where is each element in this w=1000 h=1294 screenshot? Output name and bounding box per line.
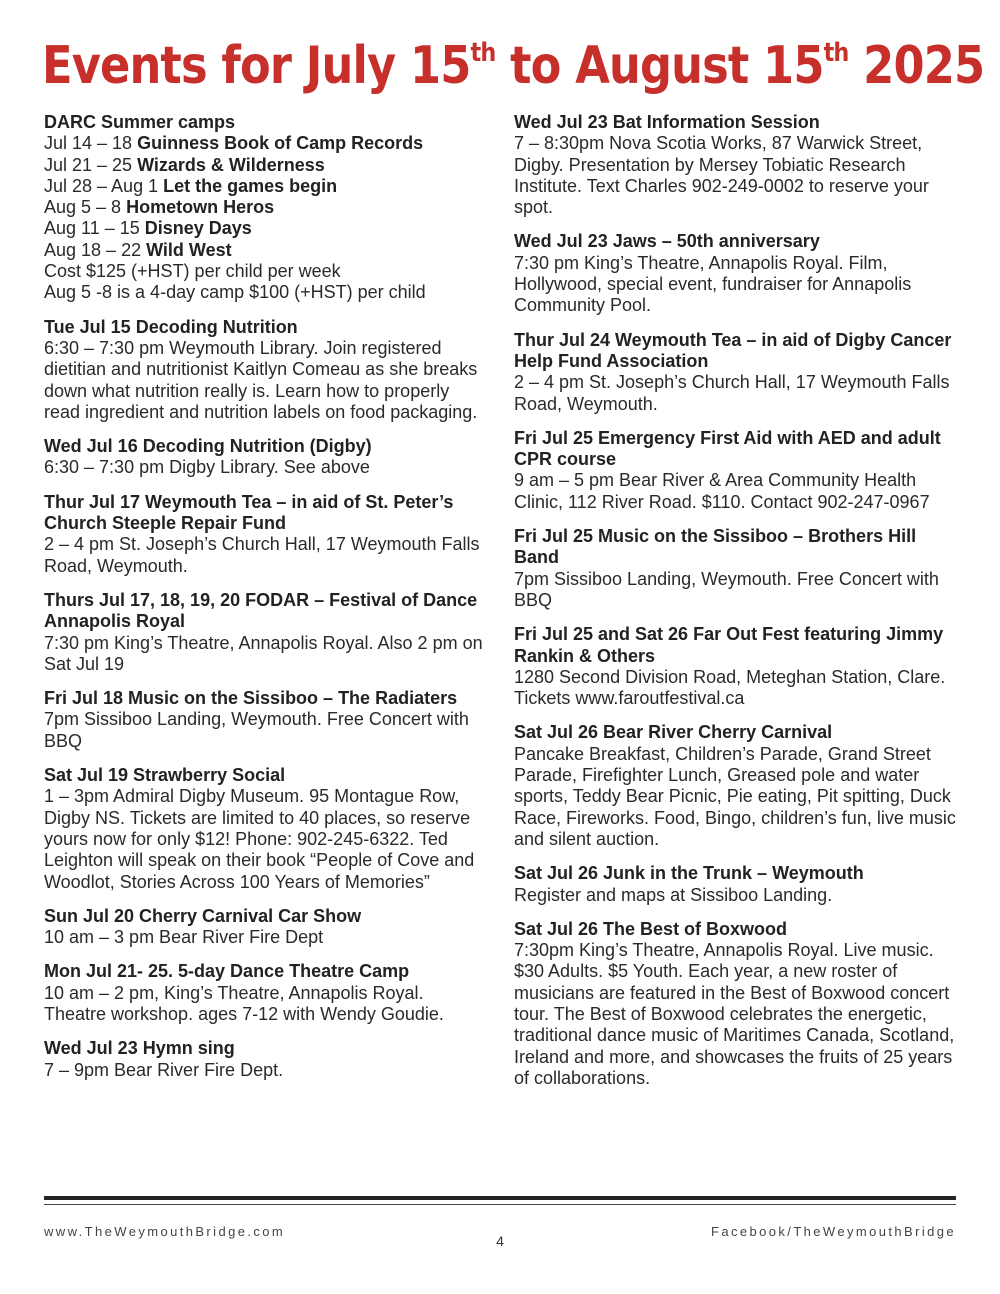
event-details: 7:30 pm King’s Theatre, Annapolis Royal. Also 2 pm on Sat Jul 19 — [44, 632, 483, 674]
event-details: 7 – 8:30pm Nova Scotia Works, 87 Warwick Street, Digby. Presentation by Mersey Tobiatic Research Institute. Text Charles 902-249-0002 to reserve your spot. — [514, 133, 929, 218]
title-text: Events for July 15 — [42, 36, 471, 96]
event-details: 6:30 – 7:30 pm Weymouth Library. Join registered dietitian and nutritionist Kaitlyn Comeau as she breaks down what nutrition really is. Learn how to properly read ingredient and nutrition labels on food packaging. — [44, 337, 478, 422]
page-title — [42, 36, 984, 96]
camp-note: Aug 5 -8 is a 4-day camp $100 (+HST) per child — [44, 282, 426, 303]
event-item — [44, 765, 489, 893]
event-details: 7pm Sissiboo Landing, Weymouth. Free Concert with BBQ — [44, 709, 469, 751]
event-details: 1 – 3pm Admiral Digby Museum. 95 Montague Row, Digby NS. Tickets are limited to 40 places, so reserve yours now for only $12! Phone: 902-245-6322. Ted Leighton will speak on their book “People of Cove and Woodlot, Stories Across 100 Years of Memories” — [44, 786, 475, 892]
camp-item — [44, 197, 489, 218]
camp-dates: Jul 14 – 18 — [44, 133, 138, 154]
footer-facebook: Facebook/TheWeymouthBridge — [711, 1224, 956, 1239]
event-title: Fri Jul 25 and Sat 26 Far Out Fest featuring Jimmy Rankin & Others — [514, 624, 944, 666]
camp-dates: Jul 28 – Aug 1 — [44, 175, 164, 196]
event-title: Sat Jul 26 Bear River Cherry Carnival — [514, 722, 833, 743]
event-item — [514, 624, 962, 709]
event-item — [514, 112, 962, 218]
event-title: Wed Jul 23 Jaws – 50th anniversary — [514, 231, 820, 252]
event-item — [44, 492, 489, 577]
camp-dates: Jul 21 – 25 — [44, 154, 138, 175]
event-details: 10 am – 3 pm Bear River Fire Dept — [44, 927, 324, 948]
event-item — [514, 526, 962, 611]
title-ordinal: th — [823, 38, 849, 68]
footer-divider — [44, 1196, 956, 1200]
camp-name: Disney Days — [144, 218, 252, 239]
footer-divider-thin — [44, 1204, 956, 1205]
event-title: Thur Jul 24 Weymouth Tea – in aid of Digby Cancer Help Fund Association — [514, 329, 952, 371]
event-item — [514, 330, 962, 415]
event-title: Sun Jul 20 Cherry Carnival Car Show — [44, 905, 362, 926]
event-item — [44, 590, 489, 675]
camp-cost: Cost $125 (+HST) per child per week — [44, 261, 341, 282]
camp-item — [44, 218, 489, 239]
event-item — [44, 688, 489, 752]
camp-name: Guinness Book of Camp Records — [137, 133, 424, 154]
event-title: Wed Jul 23 Hymn sing — [44, 1038, 235, 1059]
camp-name: Let the games begin — [163, 175, 338, 196]
right-column — [514, 112, 962, 1102]
event-details: 9 am – 5 pm Bear River & Area Community Health Clinic, 112 River Road. $110. Contact 902-247-0967 — [514, 470, 930, 512]
event-title: Wed Jul 23 Bat Information Session — [514, 112, 820, 132]
camp-item — [44, 155, 489, 176]
camp-name: Hometown Heros — [126, 197, 275, 218]
event-details: 7:30pm King’s Theatre, Annapolis Royal. Live music. $30 Adults. $5 Youth. Each year, a new roster of musicians are featured in the Best of Boxwood concert tour. The Best of Boxwood celebrates the energetic, traditional dance music of Maritimes Canada, Scotland, Ireland and more, and showcases the fruits of 25 years of collaborations. — [514, 940, 955, 1088]
event-title: DARC Summer camps — [44, 112, 236, 132]
event-item — [514, 863, 962, 906]
camp-dates: Aug 18 – 22 — [44, 239, 147, 260]
camp-dates: Aug 11 – 15 — [44, 218, 145, 239]
camp-item — [44, 240, 489, 261]
event-details: 1280 Second Division Road, Meteghan Station, Clare. Tickets www.faroutfestival.ca — [514, 666, 946, 709]
camp-name: Wild West — [146, 239, 232, 260]
camp-item — [44, 133, 489, 154]
event-title: Sat Jul 26 The Best of Boxwood — [514, 918, 788, 939]
event-title: Wed Jul 16 Decoding Nutrition (Digby) — [44, 436, 372, 457]
page-number: 4 — [496, 1233, 504, 1249]
event-title: Sat Jul 19 Strawberry Social — [44, 765, 286, 786]
event-title: Fri Jul 25 Music on the Sissiboo – Brothers Hill Band — [514, 526, 917, 568]
camp-name: Wizards & Wilderness — [137, 154, 325, 175]
event-details: Register and maps at Sissiboo Landing. — [514, 884, 833, 905]
event-title: Tue Jul 15 Decoding Nutrition — [44, 316, 298, 337]
event-item — [514, 722, 962, 850]
event-title: Fri Jul 25 Emergency First Aid with AED and adult CPR course — [514, 427, 941, 470]
event-details: 7 – 9pm Bear River Fire Dept. — [44, 1059, 284, 1080]
event-title: Thur Jul 17 Weymouth Tea – in aid of St. Peter’s Church Steeple Repair Fund — [44, 491, 454, 534]
event-details: 7:30 pm King’s Theatre, Annapolis Royal. Film, Hollywood, special event, fundraiser for Annapolis Community Pool. — [514, 252, 912, 316]
event-item — [514, 428, 962, 513]
event-title: Fri Jul 18 Music on the Sissiboo – The Radiaters — [44, 688, 458, 709]
event-darc-summer-camps — [44, 112, 489, 304]
event-title: Mon Jul 21- 25. 5-day Dance Theatre Camp — [44, 961, 410, 982]
title-ordinal: th — [470, 38, 496, 68]
event-item — [44, 906, 489, 949]
event-title: Thurs Jul 17, 18, 19, 20 FODAR – Festival of Dance Annapolis Royal — [44, 589, 478, 632]
event-title: Sat Jul 26 Junk in the Trunk – Weymouth — [514, 863, 864, 884]
event-details: 2 – 4 pm St. Joseph’s Church Hall, 17 Weymouth Falls Road, Weymouth. — [44, 534, 480, 576]
event-item — [44, 436, 489, 479]
event-item — [514, 919, 962, 1089]
title-text: to August 15 — [495, 36, 824, 96]
left-column — [44, 112, 489, 1094]
event-details: 10 am – 2 pm, King’s Theatre, Annapolis Royal. Theatre workshop. ages 7-12 with Wendy Goudie. — [44, 982, 444, 1024]
event-item — [44, 1038, 489, 1081]
footer-website: www.TheWeymouthBridge.com — [44, 1224, 286, 1239]
event-details: 2 – 4 pm St. Joseph’s Church Hall, 17 Weymouth Falls Road, Weymouth. — [514, 372, 950, 414]
event-details: 6:30 – 7:30 pm Digby Library. See above — [44, 457, 370, 478]
event-item — [44, 961, 489, 1025]
event-item — [514, 231, 962, 316]
camp-dates: Aug 5 – 8 — [44, 197, 127, 218]
title-text: 2025 — [848, 36, 985, 96]
event-details: Pancake Breakfast, Children’s Parade, Grand Street Parade, Firefighter Lunch, Greased pole and water sports, Teddy Bear Picnic, Pie eating, Pit spitting, Duck Race, Fireworks. Food, Bingo, children’s fun, live music and silent auction. — [514, 743, 956, 849]
event-item — [44, 317, 489, 423]
event-details: 7pm Sissiboo Landing, Weymouth. Free Concert with BBQ — [514, 568, 939, 610]
camp-item — [44, 176, 489, 197]
